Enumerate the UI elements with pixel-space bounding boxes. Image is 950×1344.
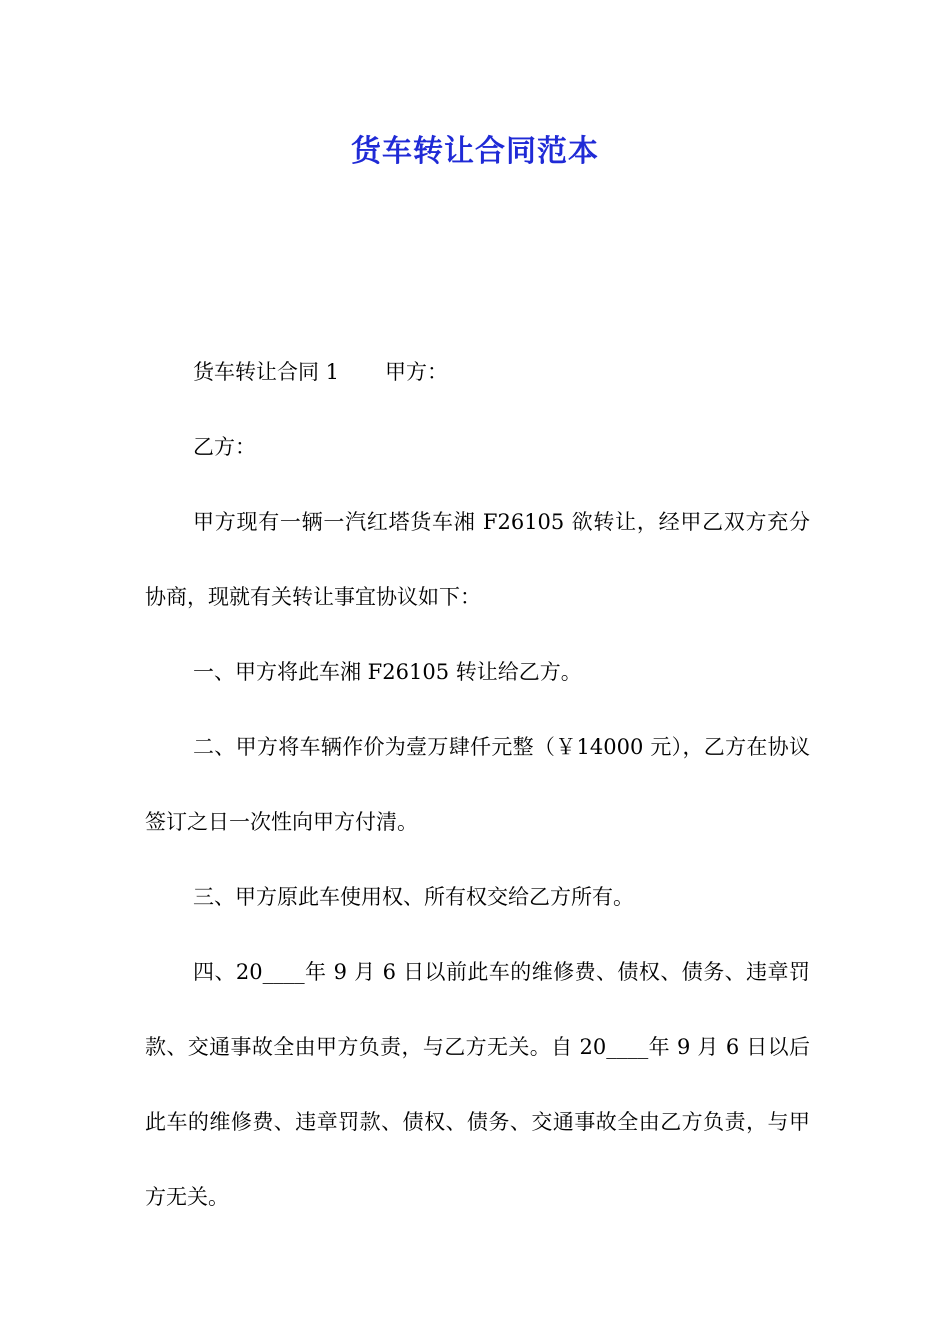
contract-heading-line <box>145 335 810 410</box>
party-a-label: 甲方： <box>385 360 449 384</box>
document-title: 货车转让合同范本 <box>351 134 599 169</box>
clause-4-paragraph: 四、20____年 9 月 6 日以前此车的维修费、债权、债务、违章罚款、交通事故全由甲方负责，与乙方无关。自 20____年 9 月 6 日以后此车的维修费、违章罚款、债权、债务、交通事故全由乙方负责，与甲方无关。 <box>145 960 810 1209</box>
clause-3-paragraph: 三、甲方原此车使用权、所有权交给乙方所有。 <box>193 885 634 909</box>
intro-paragraph: 甲方现有一辆一汽红塔货车湘 F26105 欲转让，经甲乙双方充分协商，现就有关转让事宜协议如下： <box>145 510 810 609</box>
party-b-paragraph: 乙方： <box>193 435 256 459</box>
contract-label: 货车转让合同 1 <box>193 360 340 384</box>
clause-1-paragraph: 一、甲方将此车湘 F26105 转让给乙方。 <box>193 660 582 684</box>
clause-2-paragraph: 二、甲方将车辆作价为壹万肆仟元整（￥14000 元），乙方在协议签订之日一次性向甲方付清。 <box>145 735 810 834</box>
document-body <box>145 335 810 1235</box>
